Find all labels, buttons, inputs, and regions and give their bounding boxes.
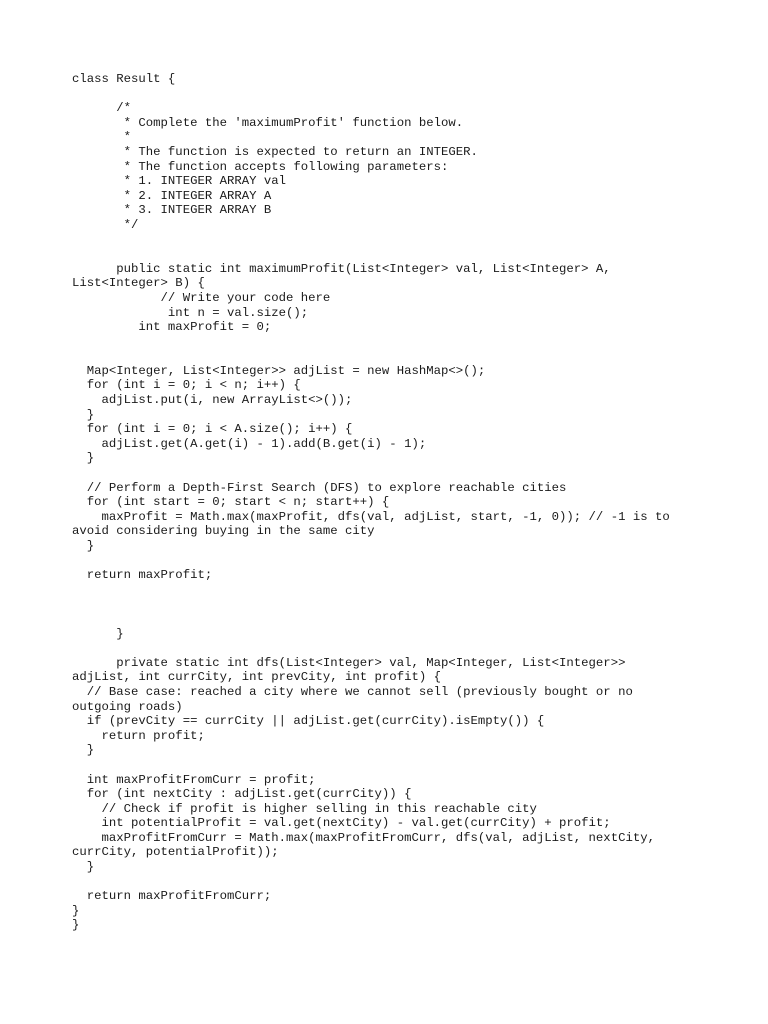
code-line bbox=[72, 335, 712, 350]
code-line: } bbox=[72, 451, 95, 466]
code-line bbox=[72, 875, 712, 890]
code-line: */ bbox=[72, 217, 139, 232]
code-line: class Result { bbox=[72, 72, 176, 86]
code-line: adjList, int currCity, int prevCity, int profit) { bbox=[72, 670, 441, 685]
code-line: } bbox=[72, 860, 95, 875]
code-line bbox=[72, 87, 712, 102]
code-line: } bbox=[72, 743, 95, 758]
code-line: return maxProfit; bbox=[72, 568, 213, 583]
code-line: List<Integer> B) { bbox=[72, 276, 205, 291]
code-line bbox=[72, 554, 712, 569]
code-line: * The function accepts following parameters: bbox=[72, 159, 449, 174]
code-line: Map<Integer, List<Integer>> adjList = new HashMap<>(); bbox=[72, 363, 486, 378]
code-line: for (int nextCity : adjList.get(currCity)) { bbox=[72, 787, 412, 802]
code-line: } bbox=[72, 903, 80, 918]
code-line bbox=[72, 583, 712, 598]
code-line: return maxProfitFromCurr; bbox=[72, 889, 272, 904]
code-line: // Write your code here bbox=[72, 290, 331, 305]
code-line: return profit; bbox=[72, 728, 205, 743]
code-line: maxProfit = Math.max(maxProfit, dfs(val, adjList, start, -1, 0)); // -1 is to bbox=[72, 509, 670, 524]
code-line: * 2. INTEGER ARRAY A bbox=[72, 188, 272, 203]
code-line: // Check if profit is higher selling in this reachable city bbox=[72, 801, 537, 816]
code-line: // Perform a Depth-First Search (DFS) to explore reachable cities bbox=[72, 480, 567, 495]
code-line: for (int i = 0; i < A.size(); i++) { bbox=[72, 422, 353, 437]
code-line: adjList.put(i, new ArrayList<>()); bbox=[72, 393, 353, 408]
code-line: outgoing roads) bbox=[72, 699, 183, 714]
code-line: public static int maximumProfit(List<Integer> val, List<Integer> A, bbox=[72, 261, 611, 276]
code-line bbox=[72, 758, 712, 773]
code-line bbox=[72, 641, 712, 656]
code-line bbox=[72, 597, 712, 612]
code-line: } bbox=[72, 539, 95, 553]
code-line bbox=[72, 466, 712, 481]
code-line: adjList.get(A.get(i) - 1).add(B.get(i) - 1); bbox=[72, 436, 427, 451]
code-line: int maxProfit = 0; bbox=[72, 320, 272, 335]
code-line: int maxProfitFromCurr = profit; bbox=[72, 772, 316, 787]
code-line: int potentialProfit = val.get(nextCity) - val.get(currCity) + profit; bbox=[72, 816, 611, 831]
code-line: if (prevCity == currCity || adjList.get(currCity).isEmpty()) { bbox=[72, 714, 545, 729]
code-line: private static int dfs(List<Integer> val, Map<Integer, List<Integer>> bbox=[72, 655, 626, 670]
code-line bbox=[72, 612, 712, 627]
code-line bbox=[72, 247, 712, 262]
code-block bbox=[72, 72, 712, 933]
code-line: currCity, potentialProfit)); bbox=[72, 845, 279, 860]
code-line: * Complete the 'maximumProfit' function below. bbox=[72, 115, 464, 130]
code-line: * 3. INTEGER ARRAY B bbox=[72, 203, 272, 218]
code-line bbox=[72, 233, 712, 248]
code-line: * 1. INTEGER ARRAY val bbox=[72, 174, 287, 189]
code-line: for (int start = 0; start < n; start++) { bbox=[72, 495, 390, 510]
code-line bbox=[72, 349, 712, 364]
code-line: // Base case: reached a city where we cannot sell (previously bought or no bbox=[72, 684, 633, 699]
code-line: } bbox=[72, 918, 80, 933]
code-line: } bbox=[72, 626, 124, 641]
code-line: } bbox=[72, 407, 95, 422]
code-line: * The function is expected to return an INTEGER. bbox=[72, 144, 478, 159]
code-line: maxProfitFromCurr = Math.max(maxProfitFromCurr, dfs(val, adjList, nextCity, bbox=[72, 830, 655, 845]
code-line: for (int i = 0; i < n; i++) { bbox=[72, 378, 301, 393]
code-line: /* bbox=[72, 101, 132, 116]
code-line: avoid considering buying in the same city bbox=[72, 524, 375, 539]
code-line: int n = val.size(); bbox=[72, 305, 309, 320]
code-line: * bbox=[72, 130, 132, 145]
